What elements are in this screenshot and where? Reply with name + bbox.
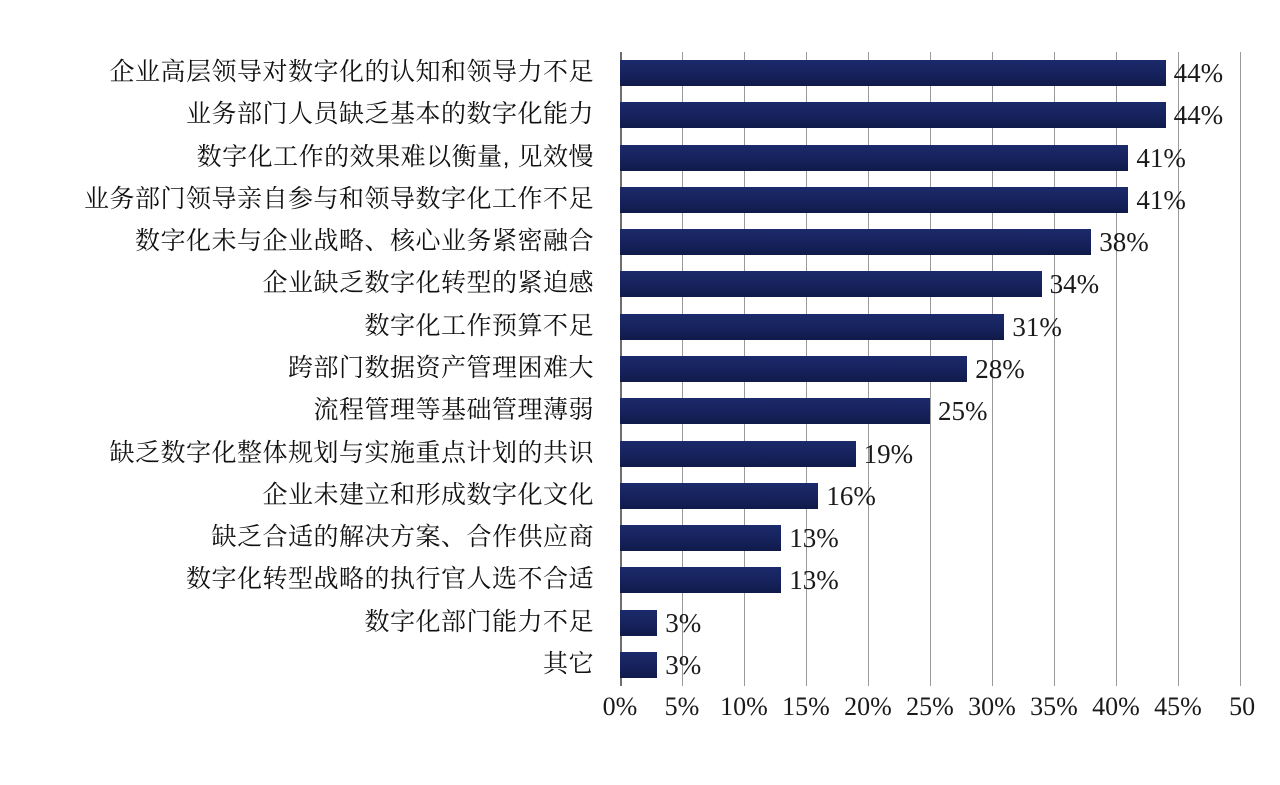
x-tick-label: 30% [968, 692, 1016, 721]
x-tick-label: 5% [664, 692, 700, 721]
bar-value-label: 3% [665, 649, 702, 680]
bar-row [620, 58, 1240, 89]
category-label: 数字化未与企业战略、核心业务紧密融合 [134, 227, 594, 256]
bar-row [620, 269, 1240, 300]
x-tick-label: 45% [1154, 692, 1202, 721]
bar-value-label: 41% [1136, 184, 1186, 215]
x-tick-label: 0% [602, 692, 638, 721]
bar [620, 398, 930, 424]
bar [620, 271, 1042, 297]
x-tick-label: 10% [720, 692, 768, 721]
bar-value-label: 44% [1173, 58, 1224, 89]
bar [620, 610, 657, 636]
x-tick-label: 25% [906, 692, 954, 721]
bar [620, 356, 967, 382]
gridline-50 [1240, 52, 1241, 686]
bar [620, 652, 657, 678]
bar-row [620, 649, 1240, 680]
category-label: 数字化工作预算不足 [364, 311, 594, 340]
x-tick-label: 40% [1092, 692, 1140, 721]
bar [620, 567, 781, 593]
x-tick-label: 15% [782, 692, 830, 721]
category-label: 其它 [542, 649, 594, 678]
bar-row [620, 480, 1240, 511]
category-labels [20, 52, 608, 686]
category-label: 跨部门数据资产管理困难大 [287, 354, 594, 382]
bar-row [620, 565, 1240, 596]
bars-layer [620, 52, 1240, 686]
bar [620, 229, 1091, 255]
bar [620, 102, 1166, 128]
category-label: 企业缺乏数字化转型的紧迫感 [262, 269, 594, 298]
category-label: 数字化转型战略的执行官人选不合适 [185, 565, 594, 594]
bar-value-label: 28% [975, 354, 1025, 384]
bar [620, 525, 781, 551]
category-label: 数字化工作的效果难以衡量, 见效慢 [196, 142, 594, 171]
bar-row [620, 438, 1240, 469]
x-tick-label: 20% [844, 692, 892, 721]
category-label: 数字化部门能力不足 [364, 607, 594, 636]
bar [620, 441, 856, 467]
x-tick-label: 35% [1030, 692, 1078, 721]
bar-row [620, 607, 1240, 638]
category-label: 业务部门领导亲自参与和领导数字化工作不足 [83, 184, 594, 213]
bar-value-label: 31% [1012, 311, 1062, 342]
bar-value-label: 41% [1136, 142, 1186, 173]
bar-row [620, 311, 1240, 342]
category-label: 业务部门人员缺乏基本的数字化能力 [185, 100, 594, 129]
bar-row [620, 100, 1240, 131]
x-axis [602, 692, 1280, 740]
bar [620, 483, 818, 509]
bar-value-label: 34% [1049, 269, 1100, 300]
bar [620, 314, 1004, 340]
bar-value-label: 25% [938, 396, 988, 427]
bar-row [620, 396, 1240, 427]
bar [620, 145, 1128, 171]
category-label: 流程管理等基础管理薄弱 [313, 396, 594, 425]
bar-value-label: 38% [1099, 227, 1149, 258]
bar [620, 60, 1166, 86]
bar-value-label: 13% [789, 565, 839, 596]
category-label: 缺乏合适的解决方案、合作供应商 [211, 523, 594, 552]
bar-value-label: 19% [863, 438, 914, 469]
bar-row [620, 523, 1240, 554]
bar-value-label: 16% [826, 480, 876, 511]
x-tick-label: 50 [1229, 692, 1256, 721]
bar-value-label: 3% [665, 607, 702, 638]
category-label: 缺乏数字化整体规划与实施重点计划的共识 [109, 438, 594, 467]
bar-row [620, 356, 1240, 382]
plot-area [620, 52, 1240, 686]
bar-value-label: 44% [1173, 100, 1224, 131]
category-label: 企业高层领导对数字化的认知和领导力不足 [109, 58, 594, 87]
bar-value-label: 13% [789, 523, 839, 554]
bar [620, 187, 1128, 213]
category-label: 企业未建立和形成数字化文化 [262, 480, 594, 509]
